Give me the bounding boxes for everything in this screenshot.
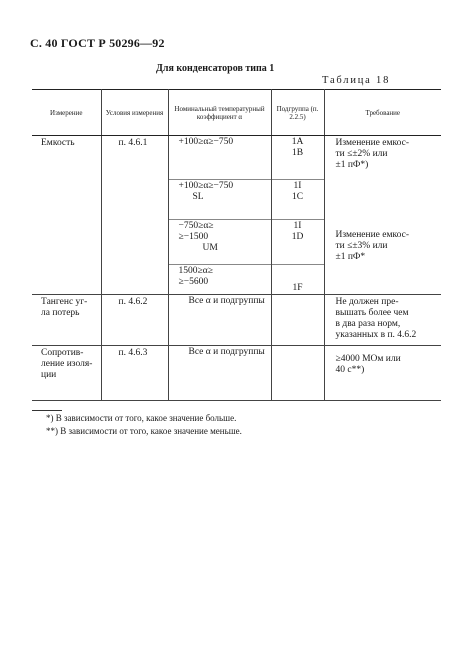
coef-line: SL	[192, 192, 204, 202]
table-header-row	[32, 90, 441, 136]
requirement-line: в два раза норм,	[335, 319, 401, 329]
coef-line: UM	[202, 243, 218, 253]
requirement-line: ±1 пФ*	[335, 251, 366, 262]
footnote-divider	[32, 410, 62, 411]
cell-coef	[168, 136, 271, 180]
page-header: С. 40 ГОСТ Р 50296—92	[30, 36, 165, 50]
cell-subgroup	[271, 136, 324, 180]
table-row	[32, 295, 441, 346]
table-row	[32, 136, 441, 180]
cell-requirement	[324, 136, 441, 220]
footnote: *) В зависимости от того, какое значение больше.	[46, 413, 237, 423]
requirement-line: ±1 пФ*)	[335, 160, 369, 170]
table-number: Таблица 18	[322, 75, 391, 86]
requirement-line: ти ≤±2% или	[335, 149, 388, 159]
cell-requirement	[324, 346, 441, 401]
measure-line: ление изоля-	[41, 359, 93, 369]
cell-coef	[168, 265, 271, 295]
cell-conditions-tangent: п. 4.6.2	[101, 295, 168, 346]
column-header-requirement: Требование	[324, 90, 441, 136]
requirement-line: Изменение емкос-	[335, 138, 409, 148]
cell-coef: Все α и подгруппы	[168, 295, 271, 346]
measure-line: ции	[41, 370, 57, 380]
cell-measure-tangent	[32, 295, 101, 346]
cell-subgroup	[271, 346, 324, 401]
coef-line: +100≥α≥−750	[178, 181, 234, 191]
column-header-conditions: Условия измерения	[101, 90, 168, 136]
footnote: **) В зависимости от того, какое значение меньше.	[46, 426, 242, 436]
cell-coef	[168, 220, 271, 265]
cell-subgroup	[271, 265, 324, 295]
cell-requirement	[324, 295, 441, 346]
subgroup-line: 1C	[291, 192, 304, 202]
requirement-line: ≥4000 МОм или	[335, 354, 401, 364]
cell-measure-capacitance: Емкость	[41, 138, 75, 148]
subgroup-line: 1I	[293, 181, 302, 191]
cell-coef	[168, 180, 271, 220]
cell-subgroup	[271, 295, 324, 346]
column-header-measurement: Измерение	[32, 90, 101, 136]
requirement-line: 40 с**)	[335, 365, 365, 375]
column-header-temp-coefficient: Номинальный температурный коэффициент α	[168, 90, 271, 136]
cell-coef: Все α и подгруппы	[168, 346, 271, 401]
subgroup-line: 1B	[291, 148, 304, 158]
column-header-subgroup: Подгруппа (п. 2.2.5)	[271, 90, 324, 136]
coef-line: 1500≥α≥	[178, 266, 213, 276]
cell-measure-resistance	[32, 346, 101, 401]
subgroup-line: 1F	[292, 283, 303, 293]
requirement-line: указанных в п. 4.6.2	[335, 330, 417, 340]
cell-subgroup	[271, 180, 324, 220]
cell-subgroup	[271, 220, 324, 265]
subgroup-line: 1D	[291, 232, 304, 242]
coef-line: −750≥α≥	[178, 221, 214, 231]
measure-line: Сопротив-	[41, 348, 84, 358]
coef-line: +100≥α≥−750	[178, 137, 234, 147]
cell-conditions-capacitance: п. 4.6.1	[101, 136, 168, 295]
requirement-line: Не должен пре-	[335, 297, 399, 307]
requirement-line: Изменение емкос-	[335, 229, 409, 240]
coef-line: ≥−5600	[178, 277, 209, 287]
subgroup-line: 1A	[291, 137, 304, 147]
cell-conditions-resistance: п. 4.6.3	[101, 346, 168, 401]
table-row	[32, 346, 441, 401]
measure-line: Тангенс уг-	[41, 297, 88, 307]
measure-line: ла потерь	[41, 308, 80, 318]
requirements-table	[32, 89, 441, 401]
cell-requirement	[324, 220, 441, 295]
coef-line: ≥−1500	[178, 232, 209, 242]
subgroup-line: 1I	[293, 221, 302, 231]
requirement-line: ти ≤±3% или	[335, 240, 388, 251]
requirement-line: вышать более чем	[335, 308, 409, 318]
table-caption: Для конденсаторов типа 1	[156, 63, 275, 74]
